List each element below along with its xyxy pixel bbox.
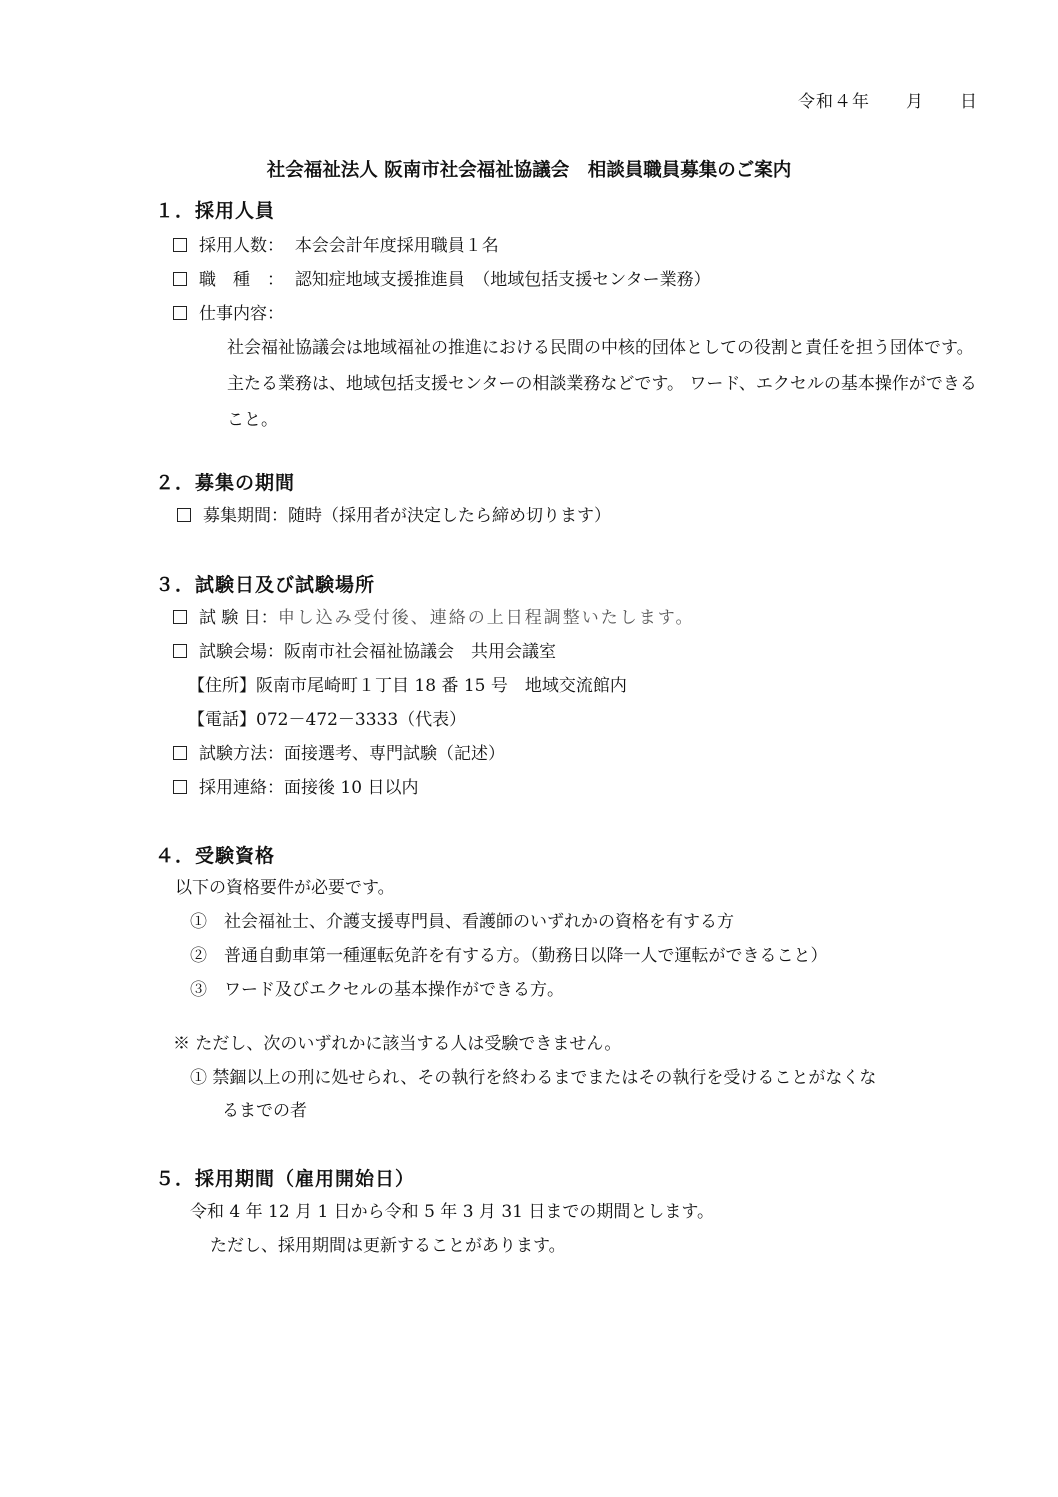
s3-row-method [173, 744, 505, 764]
s2-period-label: 募集期間： [203, 506, 288, 526]
s4-exclusion-1: ① 禁錮以上の刑に処せられ、その執行を終わるまでまたはその執行を受けることがなくな [190, 1068, 877, 1088]
s4-note: ※ ただし、次のいずれかに該当する人は受験できません。 [173, 1034, 622, 1054]
s1-count-label: 採用人数： [199, 236, 284, 256]
s5-renewal-note: ただし、採用期間は更新することがあります。 [210, 1236, 566, 1256]
s3-venue-label: 試験会場： [199, 642, 284, 662]
document-date: 令和４年 月 日 [798, 92, 978, 112]
s1-row-job [173, 270, 711, 290]
s3-method-label: 試験方法： [199, 744, 284, 764]
checkbox-icon [173, 306, 187, 320]
s4-requirement-3: ③ ワード及びエクセルの基本操作ができる方。 [190, 980, 564, 1000]
s2-period-value: 随時（採用者が決定したら締め切ります） [288, 506, 611, 526]
checkbox-icon [173, 780, 187, 794]
s4-intro: 以下の資格要件が必要です。 [175, 878, 395, 898]
s5-period: 令和 4 年 12 月 1 日から令和 5 年 3 月 31 日までの期間とします。 [190, 1202, 715, 1222]
s3-method-value: 面接選考、専門試験（記述） [284, 744, 505, 764]
s3-phone: 【電話】072－472－3333（代表） [188, 710, 467, 730]
checkbox-icon [173, 610, 187, 624]
s4-requirement-2: ② 普通自動車第一種運転免許を有する方。（勤務日以降一人で運転ができること） [190, 946, 828, 966]
s2-row-period [177, 506, 611, 526]
document-title: 社会福祉法人 阪南市社会福祉協議会 相談員職員募集のご案内 [266, 160, 792, 181]
section-4-heading: ４．受験資格 [155, 845, 276, 867]
s3-date-label: 試 験 日： [199, 608, 278, 628]
s3-row-date [173, 608, 694, 628]
s3-date-value: 申し込み受付後、連絡の上日程調整いたします。 [277, 608, 695, 628]
section-5-heading: ５．採用期間（雇用開始日） [155, 1168, 416, 1190]
s3-contact-value: 面接後 10 日以内 [284, 778, 419, 798]
s3-row-venue [173, 642, 556, 662]
checkbox-icon [173, 746, 187, 760]
s3-venue-value: 阪南市社会福祉協議会 共用会議室 [284, 642, 556, 662]
s4-exclusion-1-cont: るまでの者 [222, 1101, 307, 1121]
checkbox-icon [173, 272, 187, 286]
section-2-heading: ２．募集の期間 [155, 472, 296, 494]
s1-job-label: 職 種 ： [199, 270, 284, 290]
s1-count-value: 本会会計年度採用職員１名 [294, 236, 499, 256]
s1-row-count [173, 236, 499, 256]
checkbox-icon [173, 644, 187, 658]
section-1-heading: １．採用人員 [155, 200, 276, 222]
s4-requirement-1: ① 社会福祉士、介護支援専門員、看護師のいずれかの資格を有する方 [190, 912, 734, 932]
s1-work-label: 仕事内容： [199, 304, 284, 324]
checkbox-icon [177, 508, 191, 522]
s3-address: 【住所】阪南市尾崎町１丁目 18 番 15 号 地域交流館内 [188, 676, 627, 696]
s1-row-work [173, 304, 284, 324]
s1-work-description: 社会福祉協議会は地域福祉の推進における民間の中核的団体としての役割と責任を担う団体です。主たる業務は、地域包括支援センターの相談業務などです。 ワード、エクセルの基本操作ができること。 [227, 338, 977, 430]
s3-row-contact [173, 778, 418, 798]
s1-job-value: 認知症地域支援推進員 （地域包括支援センター業務） [294, 270, 711, 290]
s3-contact-label: 採用連絡： [199, 778, 284, 798]
section-3-heading: ３．試験日及び試験場所 [155, 574, 376, 596]
checkbox-icon [173, 238, 187, 252]
